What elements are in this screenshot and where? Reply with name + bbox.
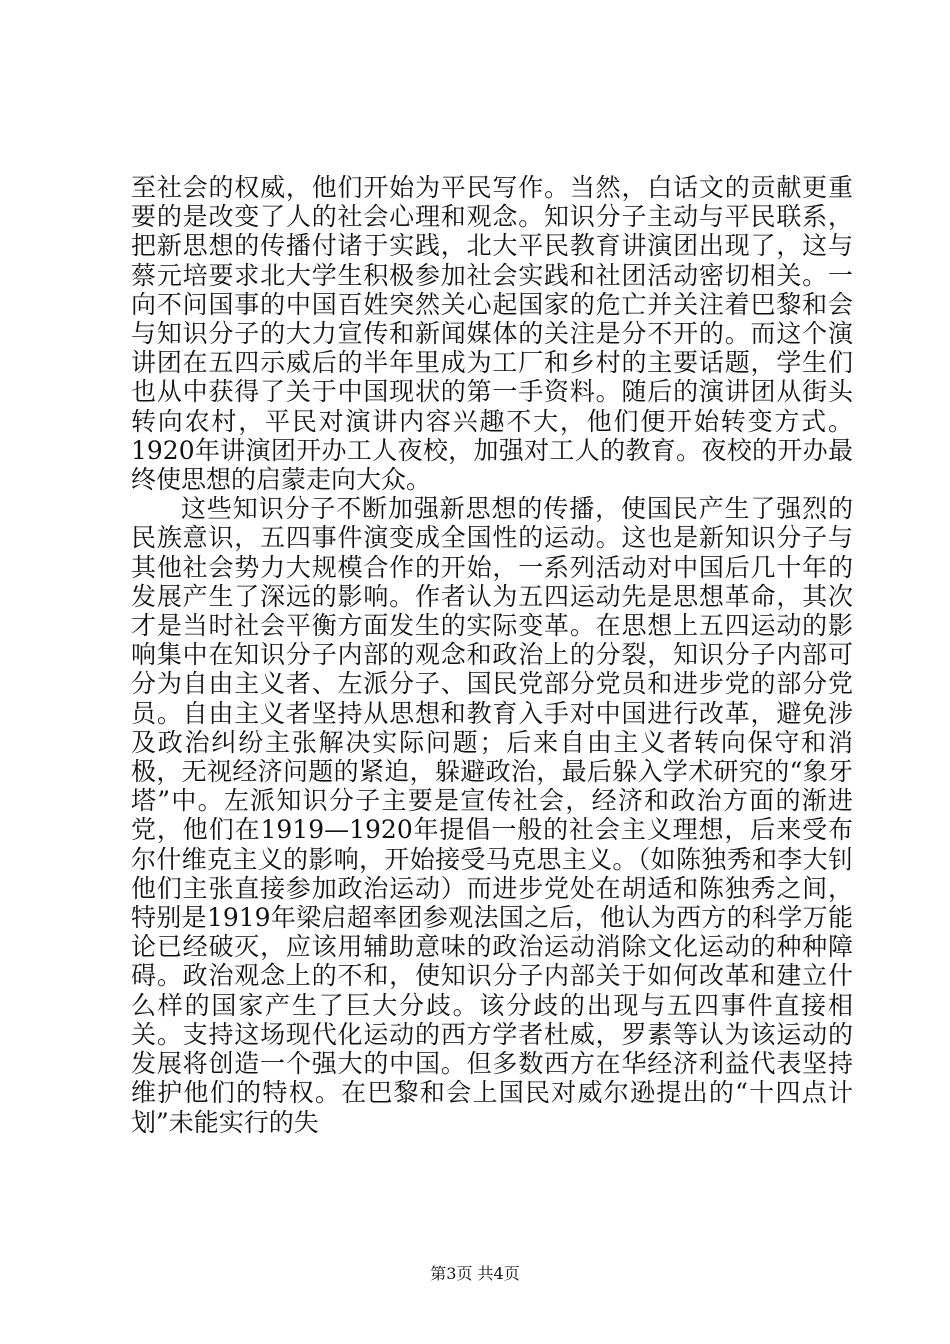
paragraph-2: 这些知识分子不断加强新思想的传播，使国民产生了强烈的民族意识，五四事件演变成全国性的运动。这也是新知识分子与其他社会势力大规模合作的开始，一系列活动对中国后几十年的发展产生了深远的影响。作者认为五四运动先是思想革命，其次才是当时社会平衡方面发生的实际变革。在思想上五四运动的影响集中在知识分子内部的观念和政治上的分裂，知识分子内部可分为自由主义者、左派分子、国民党部分党员和进步党的部分党员。自由主义者坚持从思想和教育入手对中国进行改革，避免涉及政治纠纷主张解决实际问题；后来自由主义者转向保守和消极，无视经济问题的紧迫，躲避政治，最后躲入学术研究的“象牙塔”中。左派知识分子主要是宣传社会，经济和政治方面的渐进党，他们在1919—1920年提倡一般的社会主义理想，后来受布尔什维克主义的影响，开始接受马克思主义。（如陈独秀和李大钊他们主张直接参加政治运动）而进步党处在胡适和陈独秀之间，特别是1919年梁启超率团参观法国之后，他认为西方的科学万能论已经破灭，应该用辅助意味的政治运动消除文化运动的种种障碍。政治观念上的不和，使知识分子内部关于如何改革和建立什么样的国家产生了巨大分歧。该分歧的出现与五四事件直接相关。支持这场现代化运动的西方学者杜威，罗素等认为该运动的发展将创造一个强大的中国。但多数西方在华经济利益代表坚持维护他们的特权。在巴黎和会上国民对威尔逊提出的“十四点计划”未能实行的失 xyxy=(131,494,853,1137)
page-number-label: 第3页 共4页 xyxy=(430,1264,520,1283)
document-body xyxy=(131,173,853,1137)
paragraph-1: 至社会的权威，他们开始为平民写作。当然，白话文的贡献更重要的是改变了人的社会心理和观念。知识分子主动与平民联系，把新思想的传播付诸于实践，北大平民教育讲演团出现了，这与蔡元培要求北大学生积极参加社会实践和社团活动密切相关。一向不问国事的中国百姓突然关心起国家的危亡并关注着巴黎和会与知识分子的大力宣传和新闻媒体的关注是分不开的。而这个演讲团在五四示威后的半年里成为工厂和乡村的主要话题，学生们也从中获得了关于中国现状的第一手资料。随后的演讲团从街头转向农村，平民对演讲内容兴趣不大，他们便开始转变方式。1920年讲演团开办工人夜校，加强对工人的教育。夜校的开办最终使思想的启蒙走向大众。 xyxy=(131,173,853,495)
page-footer xyxy=(0,1264,950,1284)
